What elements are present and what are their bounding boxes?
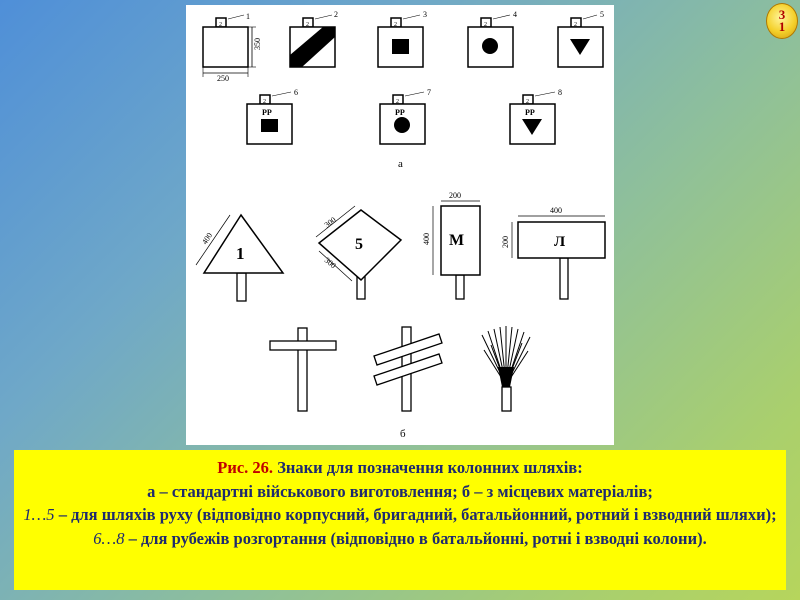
sign-6-top-mark: 2 xyxy=(263,99,266,105)
sign-5-top-mark: 2 xyxy=(574,22,577,28)
sign-6-text: РР xyxy=(262,108,272,117)
figure-caption xyxy=(14,450,786,590)
caption-title: Рис. 26. xyxy=(217,458,274,477)
post-sign-vertical-rect-letter: М xyxy=(449,232,465,249)
sign-1 xyxy=(203,18,248,67)
sign-1-number: 1 xyxy=(246,12,250,21)
post-sign-triangle-letter: 1 xyxy=(236,244,245,263)
sign-7-text: РР xyxy=(395,108,405,117)
post-sign-horizontal-rect-dim-side: 200 xyxy=(501,236,510,248)
sign-4 xyxy=(468,18,513,67)
caption-part-a: а – стандартні військового виготовлення; xyxy=(147,481,462,501)
post-sign-diamond-dim-bottom: 300 xyxy=(322,255,338,271)
local-sign-double-plank xyxy=(374,327,442,411)
sign-7-number: 7 xyxy=(427,88,431,97)
sign-7 xyxy=(380,95,425,144)
post-sign-horizontal-rect-letter: Л xyxy=(554,234,566,250)
post-sign-triangle-dim: 400 xyxy=(200,231,215,247)
sign-5-number: 5 xyxy=(600,10,604,19)
sign-8-top-mark: 2 xyxy=(526,99,529,105)
post-sign-vertical-rect xyxy=(441,206,480,299)
dim-width-250: 250 xyxy=(217,74,229,83)
caption-line4: – для рубежів розгортання (відповідно в батальйонні, ротні і взводні колони). xyxy=(124,528,707,548)
sign-8-number: 8 xyxy=(558,88,562,97)
sign-7-top-mark: 2 xyxy=(396,99,399,105)
sign-4-number: 4 xyxy=(513,10,517,19)
part-a-label: а xyxy=(398,158,403,170)
sign-4-top-mark: 2 xyxy=(484,22,487,28)
sign-3-number: 3 xyxy=(423,10,427,19)
local-sign-cross-plank xyxy=(270,328,336,411)
sign-6 xyxy=(247,95,292,144)
caption-range-2: 6…8 xyxy=(93,528,125,548)
local-sign-brush xyxy=(482,326,530,411)
caption-part-b: б – з місцевих матеріалів; xyxy=(461,481,653,501)
post-sign-diamond-dim-top: 300 xyxy=(322,215,338,230)
sign-6-number: 6 xyxy=(294,88,298,97)
sign-8-text: РР xyxy=(525,108,535,117)
post-sign-vertical-rect-dim-side: 400 xyxy=(422,233,431,245)
post-sign-horizontal-rect-dim-top: 400 xyxy=(550,206,562,215)
slide-number-text: 31 xyxy=(778,7,786,34)
sign-3 xyxy=(378,18,423,67)
sign-2-top-mark: 2 xyxy=(306,22,309,28)
sign-5 xyxy=(558,18,603,67)
sign-1-top-mark: 2 xyxy=(219,22,222,28)
part-b-label: б xyxy=(400,428,406,440)
sign-8 xyxy=(510,95,555,144)
post-sign-diamond-letter: 5 xyxy=(355,236,363,253)
slide-number-badge xyxy=(766,3,798,39)
figure-panel xyxy=(186,5,614,445)
signs-diagram xyxy=(186,5,614,445)
dim-height-350: 350 xyxy=(253,38,262,50)
sign-3-top-mark: 2 xyxy=(394,22,397,28)
post-sign-vertical-rect-dim-top: 200 xyxy=(449,191,461,200)
caption-line1: Знаки для позначення колонних шляхів: xyxy=(277,458,583,477)
sign-2-number: 2 xyxy=(334,10,338,19)
caption-line3: – для шляхів руху (відповідно корпусний, бригадний, батальйонний, ротний і взводний шляхи); xyxy=(54,505,777,524)
caption-range-1: 1…5 xyxy=(23,505,55,524)
sign-2 xyxy=(290,18,335,67)
